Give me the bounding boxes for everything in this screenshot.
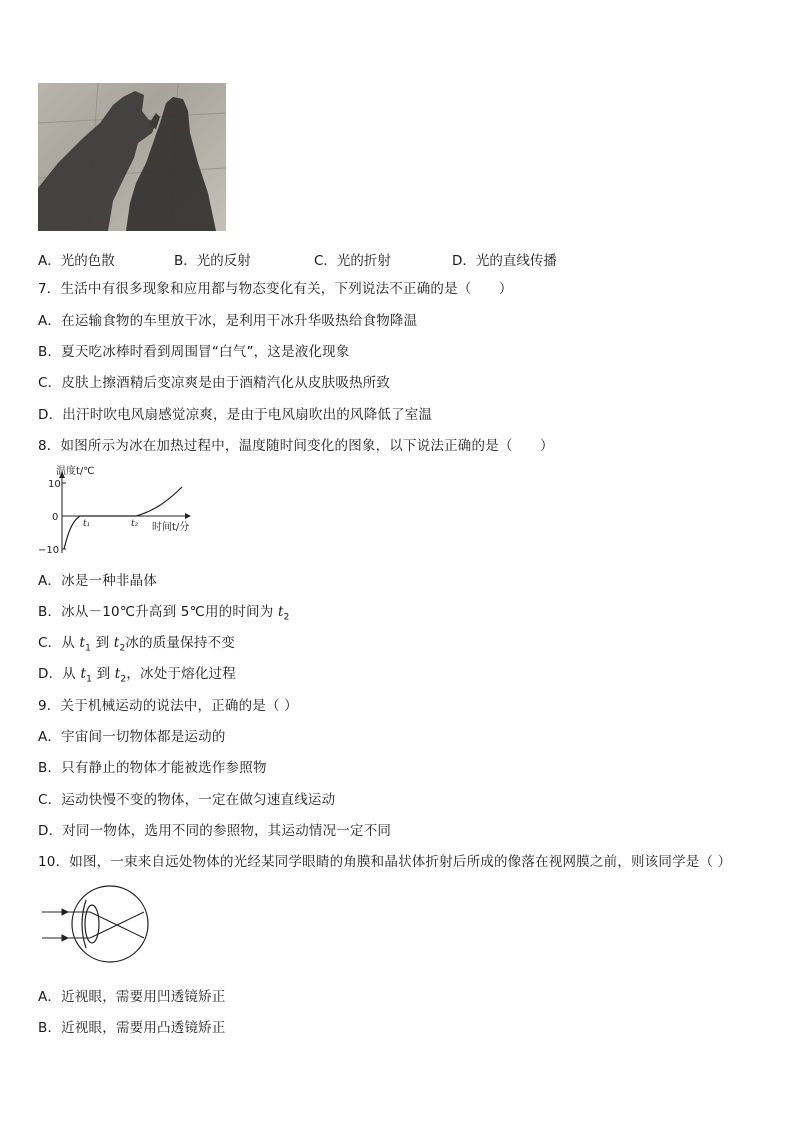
q8-option-c[interactable] [38,634,235,658]
q6-option-d[interactable]: D．光的直线传播 [452,253,557,269]
y-tick-minus10: −10 [38,545,60,556]
temperature-time-graph [36,463,196,557]
eye-diagram [40,880,150,968]
t2-label: t₂ [131,519,139,529]
q8-option-c-post: 冰的质量保持不变 [125,635,235,651]
y-tick-10: 10 [48,479,61,490]
q6-option-c[interactable]: C．光的折射 [314,253,391,269]
q8-option-d-sub1: 1 [86,674,93,685]
q6-option-b[interactable]: B．光的反射 [174,253,251,269]
q8-option-c-var2: t [113,635,120,651]
q6-option-a[interactable]: A．光的色散 [38,253,115,269]
q8-option-d-post: ，冰处于熔化过程 [126,666,236,682]
y-tick-0: 0 [52,512,59,523]
q8-option-c-mid: 到 [91,635,114,651]
q8-option-d-mid: 到 [92,666,115,682]
q8-option-c-sub2: 2 [119,643,126,654]
q8-stem: 8．如图所示为冰在加热过程中，温度随时间变化的图象，以下说法正确的是（ ） [38,438,554,454]
t1-label: t₁ [83,519,91,529]
q7-option-d[interactable]: D．出汗时吹电风扇感觉凉爽，是由于电风扇吹出的风降低了室温 [38,407,433,423]
q8-option-b-sub: 2 [283,612,290,623]
q9-option-c[interactable]: C．运动快慢不变的物体，一定在做匀速直线运动 [38,792,336,808]
q7-option-a[interactable]: A．在运输食物的车里放干冰，是利用干冰升华吸热给食物降温 [38,313,418,329]
q8-option-c-sub1: 1 [85,643,92,654]
q8-option-d-pre: D．从 [38,666,81,682]
q8-option-d-sub2: 2 [120,674,127,685]
q9-option-d[interactable]: D．对同一物体，选用不同的参照物，其运动情况一定不同 [38,823,392,839]
q9-stem: 9．关于机械运动的说法中，正确的是（ ） [38,698,298,714]
q8-option-b-text: B．冰从－10℃升高到 5℃用的时间为 [38,604,278,620]
q10-option-a[interactable]: A．近视眼，需要用凹透镜矫正 [38,989,226,1005]
q6-options [38,249,598,267]
q10-option-b[interactable]: B．近视眼，需要用凸透镜矫正 [38,1020,226,1036]
q9-option-b[interactable]: B．只有静止的物体才能被选作参照物 [38,760,267,776]
x-axis-label: 时间t/分 [152,522,190,533]
q7-stem: 7．生活中有很多现象和应用都与物态变化有关，下列说法不正确的是（ ） [38,281,513,297]
shadow-photo [38,83,226,231]
y-axis-label: 温度t/℃ [56,466,95,477]
q10-stem: 10．如图，一束来自远处物体的光经某同学眼睛的角膜和晶状体折射后所成的像落在视网膜之前，则该同学是（ ） [38,854,732,870]
q7-option-c[interactable]: C．皮肤上擦酒精后变凉爽是由于酒精汽化从皮肤吸热所致 [38,375,391,391]
heating-curve [64,487,182,549]
q8-option-c-var1: t [79,635,86,651]
q9-option-a[interactable]: A．宇宙间一切物体都是运动的 [38,729,226,745]
q8-option-c-pre: C．从 [38,635,80,651]
q8-option-d-var1: t [80,666,87,682]
eyeball [72,886,148,962]
q8-option-b-var: t [277,604,284,620]
q8-option-d-var2: t [114,666,121,682]
graph-canvas [36,463,196,557]
q8-option-d[interactable] [38,665,236,689]
eye-diagram-graphic [40,880,150,968]
q8-option-a[interactable]: A．冰是一种非晶体 [38,573,158,589]
shadow-photo-graphic [38,83,226,231]
q8-option-b[interactable] [38,603,290,627]
q7-option-b[interactable]: B．夏天吃冰棒时看到周围冒“白气”，这是液化现象 [38,344,350,360]
